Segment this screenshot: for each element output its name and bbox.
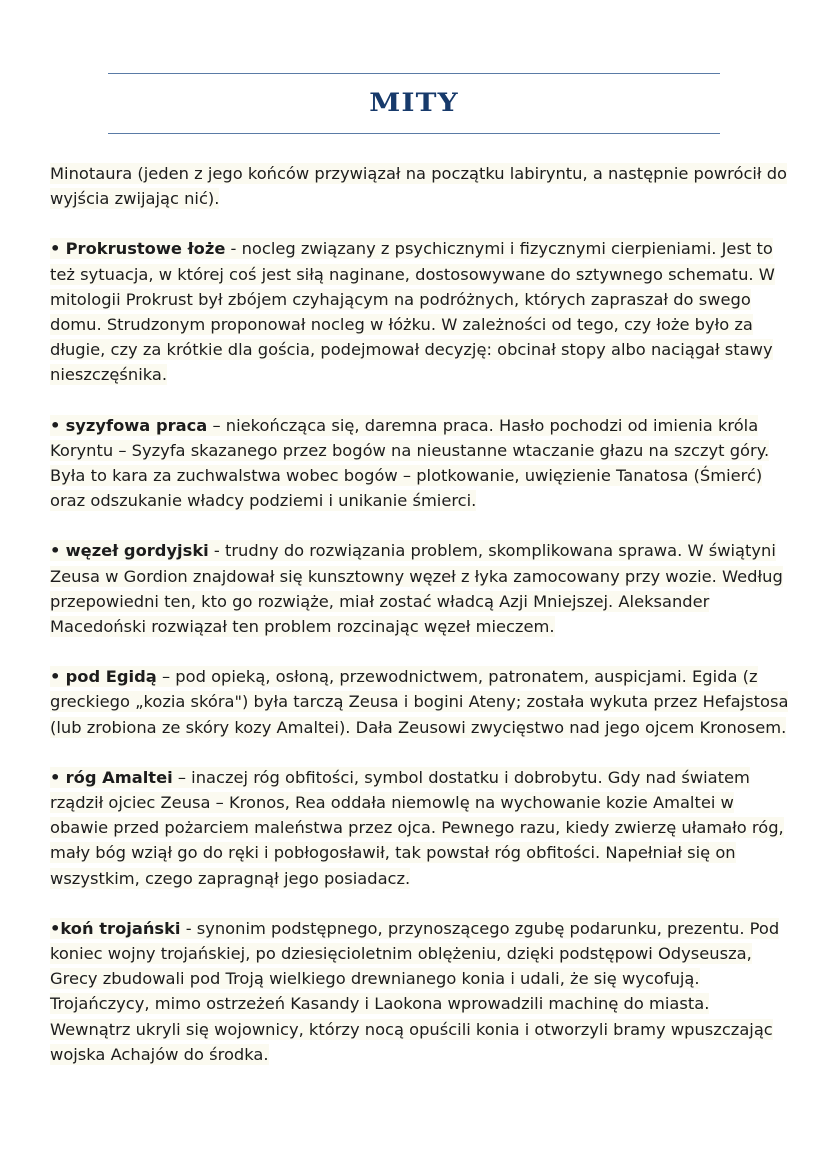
title-rule-bottom [108,133,720,134]
entry-text: - nocleg związany z psychicznymi i fizycznymi cierpieniami. Jest to też sytuacja, w której coś jest siłą naginane, dostosowywane do sztywnego schematu. W mitologii Prokrust był zbójem czyhającym na podróżnych, których zapraszał do swego domu. Strudzonym proponował nocleg w łóżku. W zależności od tego, czy łoże było za długie, czy za krótkie dla gościa, podejmował decyzję: obcinał stopy albo naciągał stawy nieszczęśnika. [50,239,775,385]
entry-paragraph [50,664,790,740]
document-body [50,161,790,1092]
entry-bullet: • [50,415,61,435]
entry-bullet: • [50,239,61,259]
entry-bullet: • [50,918,61,938]
entry-term: koń trojański [60,918,181,938]
entry-bullet: • [50,667,61,687]
intro-text: Minotaura (jeden z jego końców przywiązał na początku labiryntu, a następnie powrócił do wyjścia zwijając nić). [50,164,788,209]
entry-text: - trudny do rozwiązania problem, skomplikowana sprawa. W świątyni Zeusa w Gordion znajdował się kunsztowny węzeł z łyka zamocowany przy wozie. Według przepowiedni ten, kto go rozwiąże, miał zostać władcą Azji Mniejszej. Aleksander Macedoński rozwiązał ten problem rozcinając węzeł mieczem. [50,541,783,637]
intro-paragraph [50,161,790,211]
title-rule-top [108,73,720,74]
entry-bullet: • [50,767,61,787]
entry-paragraph [50,538,790,639]
entry-paragraph [50,916,790,1067]
entry-term: pod Egidą [65,667,157,687]
entry-term: róg Amaltei [65,767,173,787]
entry-paragraph [50,413,790,514]
page-title: MITY [369,88,459,117]
entry-paragraph [50,236,790,387]
entry-text: – pod opieką, osłoną, przewodnictwem, patronatem, auspicjami. Egida (z greckiego „kozia skóra") była tarczą Zeusa i bogini Ateny; została wykuta przez Hefajstosa (lub zrobiona ze skóry kozy Amaltei). Dała Zeusowi zwycięstwo nad jego ojcem Kronosem. [50,667,789,737]
entry-text: – inaczej róg obfitości, symbol dostatku i dobrobytu. Gdy nad światem rządził ojciec Zeusa – Kronos, Rea oddała niemowlę na wychowanie kozie Amaltei w obawie przed pożarciem maleństwa przez ojca. Pewnego razu, kiedy zwierzę ułamało róg, mały bóg wziął go do ręki i pobłogosławił, tak powstał róg obfitości. Napełniał się on wszystkim, czego zapragnął jego posiadacz. [50,767,784,888]
entry-text: - synonim podstępnego, przynoszącego zgubę podarunku, prezentu. Pod koniec wojny trojańskiej, po dziesięcioletnim oblężeniu, dzięki podstępowi Odyseusza, Grecy zbudowali pod Troją wielkiego drewnianego konia i udali, że się wycofują. Trojańczycy, mimo ostrzeżeń Kasandy i Laokona wprowadzili machinę do miasta. Wewnątrz ukryli się wojownicy, którzy nocą opuścili konia i otworzyli bramy wpuszczając wojska Achajów do środka. [50,918,780,1064]
entry-text: – niekończąca się, daremna praca. Hasło pochodzi od imienia króla Koryntu – Syzyfa skazanego przez bogów na nieustanne wtaczanie głazu na szczyt góry. Była to kara za zuchwalstwa wobec bogów – plotkowanie, uwięzienie Tanatosa (Śmierć) oraz odszukanie władcy podziemi i unikanie śmierci. [50,415,770,511]
entry-bullet: • [50,541,61,561]
entry-term: syzyfowa praca [65,415,208,435]
entry-term: węzeł gordyjski [65,541,209,561]
entry-term: Prokrustowe łoże [65,239,226,259]
entry-paragraph [50,765,790,891]
